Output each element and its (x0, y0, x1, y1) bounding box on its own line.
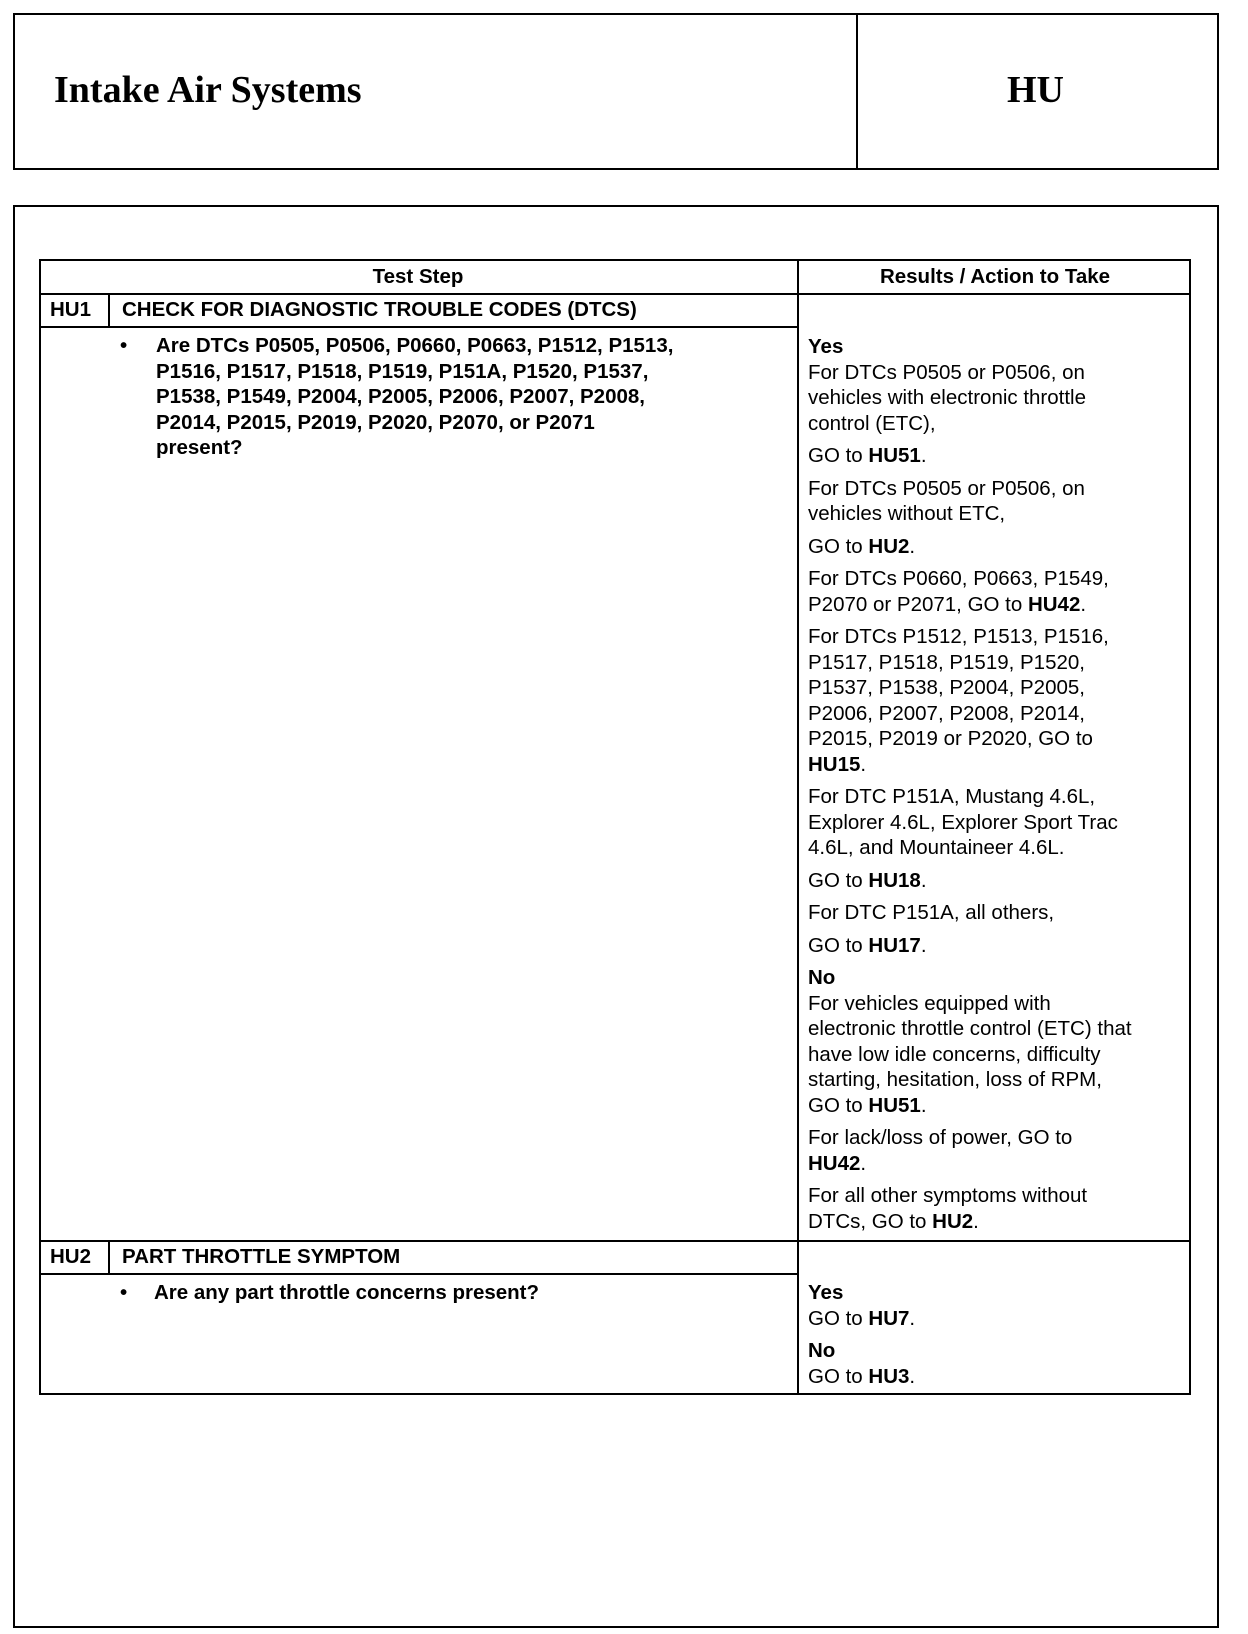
result-line (808, 476, 1132, 502)
result-line (808, 1183, 1132, 1209)
result-text: For DTCs P0505 or P0506, on (808, 476, 1085, 500)
result-text: For DTCs P0660, P0663, P1549, (808, 566, 1109, 590)
result-text: For all other symptoms without (808, 1184, 1088, 1208)
step-question (154, 1280, 539, 1306)
hu2-id-divider (108, 1240, 110, 1274)
result-text: For DTC P151A, Mustang 4.6L, (808, 785, 1096, 809)
result-line (808, 1364, 915, 1390)
hu2-row-divider (39, 1240, 1191, 1242)
goto-step-link[interactable]: HU42 (1027, 592, 1081, 616)
result-paragraph (808, 1338, 915, 1389)
result-line (808, 991, 1132, 1017)
result-text: P2070 or P2071, GO to (808, 592, 1028, 616)
result-text: For DTCs P0505 or P0506, on (808, 360, 1085, 384)
result-paragraph (808, 965, 1132, 1119)
result-text: . (909, 1364, 916, 1388)
goto-step-link[interactable]: HU51 (868, 1094, 921, 1117)
result-text: P2006, P2007, P2008, P2014, (808, 701, 1085, 725)
result-line (808, 566, 1132, 592)
step-results (808, 1280, 915, 1396)
section-title: Intake Air Systems (54, 69, 362, 111)
result-line (808, 592, 1132, 618)
result-label: Yes (808, 1281, 844, 1304)
result-text: GO to (808, 534, 869, 558)
result-paragraph (808, 1125, 1132, 1176)
result-line (808, 624, 1132, 650)
hu2-title-divider (39, 1273, 797, 1275)
result-line (808, 385, 1132, 411)
result-text: 4.6L, and Mountaineer 4.6L. (808, 836, 1065, 860)
result-text: starting, hesitation, loss of RPM, (808, 1068, 1102, 1092)
question-line: Are any part throttle concerns present? (154, 1281, 540, 1304)
result-text: P1537, P1538, P2004, P2005, (808, 676, 1085, 700)
header-row-divider (39, 293, 1191, 295)
result-text: GO to (808, 933, 869, 957)
result-line (808, 701, 1132, 727)
result-line (808, 534, 1132, 560)
result-paragraph (808, 900, 1132, 926)
question-line: P1538, P1549, P2004, P2005, P2006, P2007, P2008, (156, 385, 645, 409)
result-text: vehicles without ETC, (808, 502, 1006, 526)
result-text: . (860, 1151, 867, 1175)
result-line (808, 752, 1132, 778)
question-line: P2014, P2015, P2019, P2020, P2070, or P2071 (156, 410, 595, 434)
question-line: Are DTCs P0505, P0506, P0660, P0663, P1512, P1513, (156, 334, 674, 357)
result-text: GO to (808, 444, 869, 468)
result-text: GO to (808, 1306, 869, 1330)
result-label: Yes (808, 335, 844, 358)
result-line (808, 411, 1132, 437)
result-line (808, 1067, 1132, 1093)
result-paragraph (808, 566, 1132, 617)
result-line (808, 965, 1132, 991)
result-line (808, 1209, 1132, 1235)
result-line (808, 1093, 1132, 1119)
hu1-title-divider (39, 326, 797, 328)
result-line (808, 1042, 1132, 1068)
result-text: For lack/loss of power, GO to (808, 1126, 1073, 1150)
question-line: present? (156, 436, 243, 460)
goto-step-link[interactable]: HU51 (868, 444, 921, 468)
result-line (808, 810, 1132, 836)
result-text: GO to (808, 1094, 869, 1117)
result-text: . (920, 1094, 927, 1117)
col-header-results: Results / Action to Take (879, 265, 1111, 288)
result-text: P2015, P2019 or P2020, GO to (808, 727, 1093, 751)
goto-step-link[interactable]: HU42 (808, 1151, 861, 1175)
goto-step-link[interactable]: HU2 (868, 534, 910, 558)
result-text: . (1080, 592, 1087, 616)
step-title: CHECK FOR DIAGNOSTIC TROUBLE CODES (DTCS) (122, 298, 637, 321)
bullet: • (120, 1281, 128, 1304)
result-label: No (808, 966, 836, 990)
result-line (808, 501, 1132, 527)
result-paragraph (808, 476, 1132, 527)
result-line (808, 1151, 1132, 1177)
step-question (156, 333, 673, 461)
result-paragraph (808, 624, 1132, 778)
section-code: HU (1007, 69, 1064, 111)
result-line (808, 835, 1132, 861)
goto-step-link[interactable]: HU17 (868, 933, 921, 957)
step-id: HU1 (50, 298, 92, 321)
result-paragraph (808, 1280, 915, 1331)
result-paragraph (808, 868, 1132, 894)
result-line (808, 1280, 915, 1306)
result-text: . (909, 534, 916, 558)
goto-step-link[interactable]: HU2 (932, 1209, 974, 1233)
header-divider (856, 13, 858, 170)
result-line (808, 900, 1132, 926)
step-results (808, 334, 1132, 1241)
result-line (808, 1306, 915, 1332)
goto-step-link[interactable]: HU15 (808, 752, 861, 776)
result-text: For vehicles equipped with (808, 991, 1051, 1015)
result-paragraph (808, 443, 1132, 469)
question-line: P1516, P1517, P1518, P1519, P151A, P1520, P1537, (156, 359, 649, 383)
result-line (808, 784, 1132, 810)
result-line (808, 675, 1132, 701)
result-line (808, 443, 1132, 469)
result-line (808, 360, 1132, 386)
result-text: . (973, 1209, 979, 1233)
result-text: electronic throttle control (ETC) that (808, 1017, 1132, 1041)
column-divider (797, 259, 799, 1395)
step-id: HU2 (50, 1245, 92, 1268)
result-paragraph (808, 933, 1132, 959)
result-text: vehicles with electronic throttle (808, 386, 1087, 410)
result-line (808, 1125, 1132, 1151)
result-text: P1517, P1518, P1519, P1520, (808, 650, 1085, 674)
result-text: . (860, 752, 867, 776)
result-text: control (ETC), (808, 411, 936, 435)
result-text: For DTCs P1512, P1513, P1516, (808, 624, 1109, 648)
result-text: . (920, 933, 927, 957)
result-label: No (808, 1338, 836, 1362)
goto-step-link[interactable]: HU18 (868, 868, 921, 892)
goto-step-link[interactable]: HU3 (868, 1364, 910, 1388)
result-text: For DTC P151A, all others, (808, 901, 1055, 925)
bullet: • (120, 334, 128, 357)
result-line (808, 933, 1132, 959)
result-text: DTCs, GO to (808, 1209, 933, 1233)
result-line (808, 868, 1132, 894)
step-title: PART THROTTLE SYMPTOM (122, 1245, 401, 1268)
goto-step-link[interactable]: HU7 (868, 1306, 910, 1330)
result-text: . (909, 1306, 916, 1330)
result-text: GO to (808, 1364, 869, 1388)
result-text: GO to (808, 868, 869, 892)
result-text: Explorer 4.6L, Explorer Sport Trac (808, 810, 1118, 834)
result-paragraph (808, 1183, 1132, 1234)
result-text: have low idle concerns, difficulty (808, 1042, 1101, 1066)
result-line (808, 1338, 915, 1364)
result-text: . (920, 868, 927, 892)
col-header-test-step: Test Step (372, 265, 464, 288)
result-text: . (920, 444, 927, 468)
hu1-id-divider (108, 293, 110, 327)
result-paragraph (808, 784, 1132, 861)
result-line (808, 334, 1132, 360)
result-paragraph (808, 334, 1132, 436)
result-line (808, 1016, 1132, 1042)
result-paragraph (808, 534, 1132, 560)
result-line (808, 650, 1132, 676)
result-line (808, 726, 1132, 752)
